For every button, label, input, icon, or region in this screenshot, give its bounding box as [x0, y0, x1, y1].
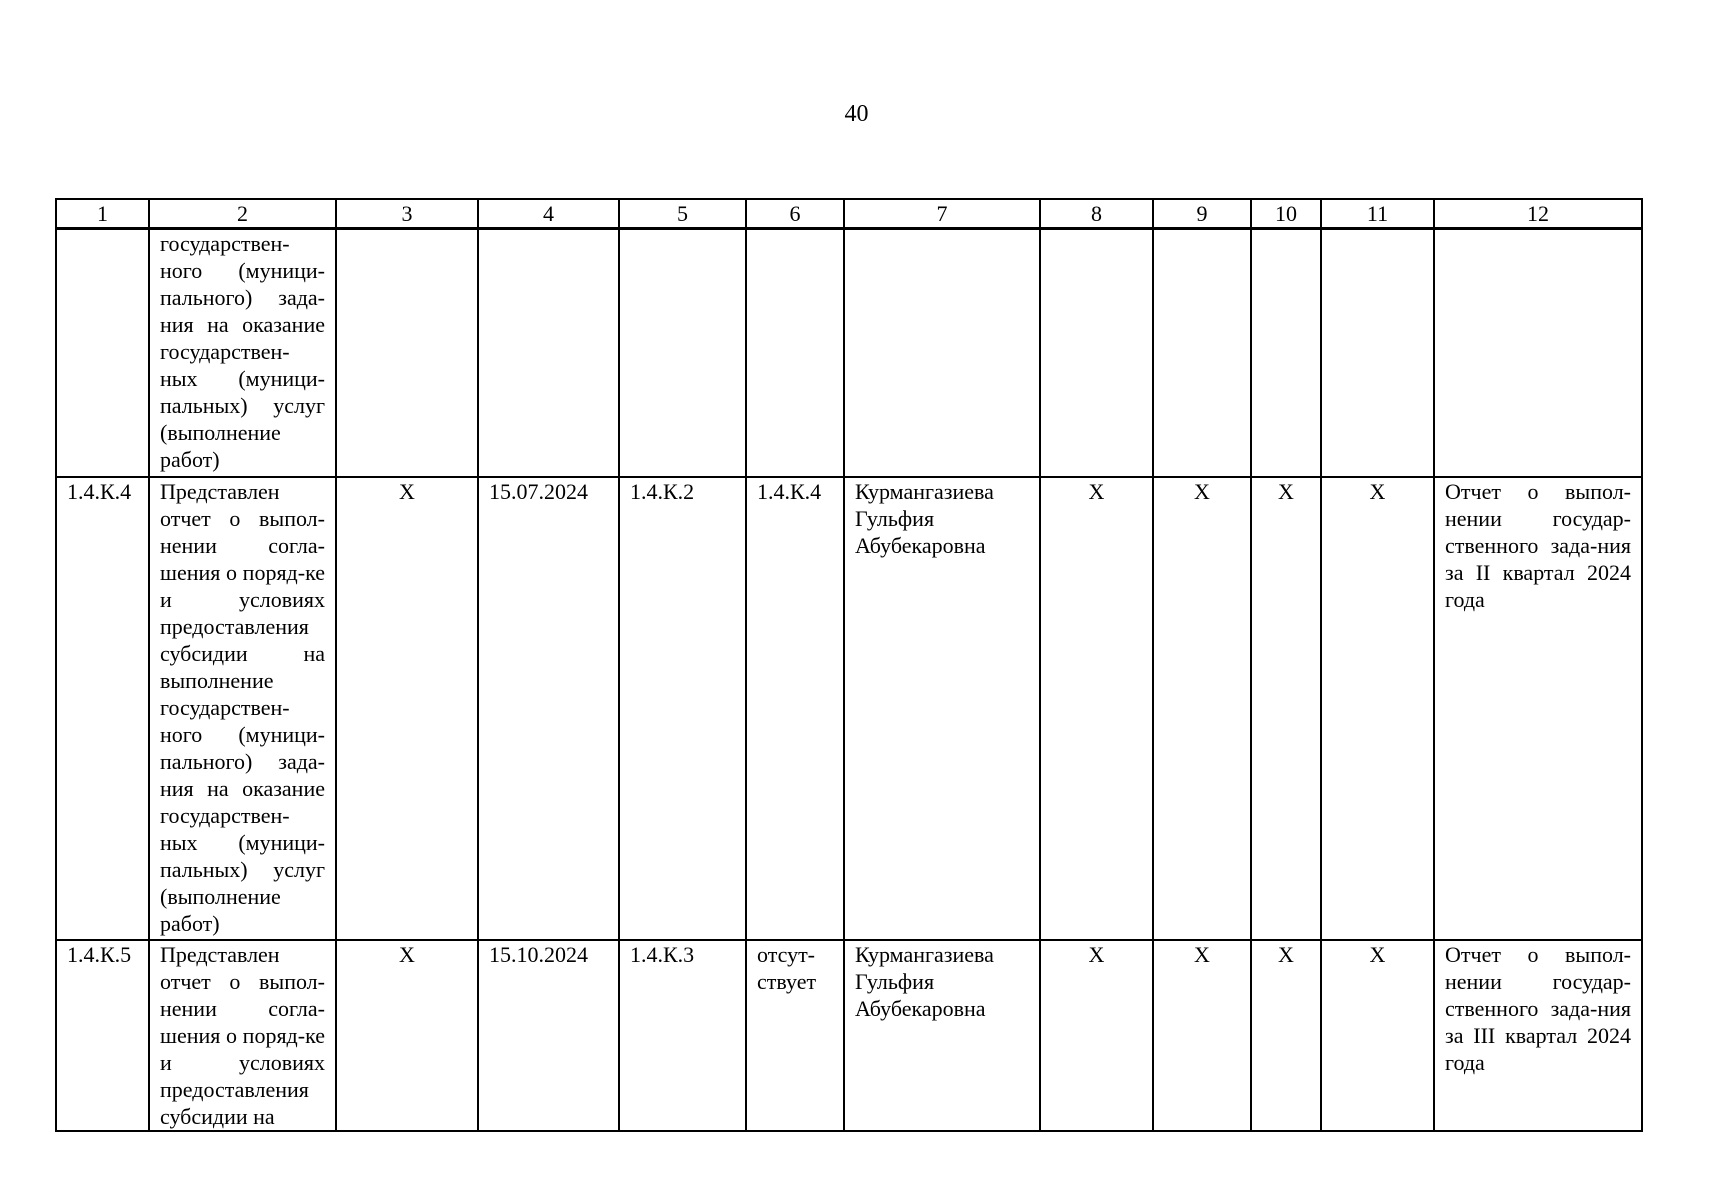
column-header-7: 7 — [844, 199, 1040, 229]
report-table — [55, 198, 1643, 1132]
cell-col10: X — [1251, 940, 1321, 1131]
cell-col6: отсут-ствует — [746, 940, 844, 1131]
column-header-6: 6 — [746, 199, 844, 229]
cell-responsible: Курмангазиева Гульфия Абубекаровна — [844, 477, 1040, 940]
cell-col5: 1.4.К.3 — [619, 940, 746, 1131]
column-header-8: 8 — [1040, 199, 1153, 229]
cell-date — [478, 229, 619, 477]
cell-description: Представлен отчет о выпол-нении согла-шения о поряд-ке и условиях предоставления субсидии на выполнение государствен-ного (муници-пального) зада-ния на оказание государствен-ных (муници-пальных) услуг (выполнение работ) — [149, 477, 336, 940]
cell-result: Отчет о выпол-нении государ-ственного зада-ния за II квартал 2024 года — [1434, 477, 1642, 940]
cell-code: 1.4.К.4 — [56, 477, 149, 940]
cell-date: 15.07.2024 — [478, 477, 619, 940]
cell-col10 — [1251, 229, 1321, 477]
column-header-5: 5 — [619, 199, 746, 229]
column-header-3: 3 — [336, 199, 478, 229]
table-row — [56, 940, 1642, 1131]
cell-col9 — [1153, 229, 1251, 477]
cell-col11: X — [1321, 477, 1434, 940]
cell-description: государствен-ного (муници-пального) зада-ния на оказание государствен-ных (муници-пальных) услуг (выполнение работ) — [149, 229, 336, 477]
column-header-9: 9 — [1153, 199, 1251, 229]
cell-code: 1.4.К.5 — [56, 940, 149, 1131]
cell-col10: X — [1251, 477, 1321, 940]
column-header-10: 10 — [1251, 199, 1321, 229]
cell-result — [1434, 229, 1642, 477]
cell-col5 — [619, 229, 746, 477]
column-header-4: 4 — [478, 199, 619, 229]
cell-col6 — [746, 229, 844, 477]
cell-col11: X — [1321, 940, 1434, 1131]
column-header-2: 2 — [149, 199, 336, 229]
cell-result: Отчет о выпол-нении государ-ственного зада-ния за III квартал 2024 года — [1434, 940, 1642, 1131]
cell-col9: X — [1153, 940, 1251, 1131]
cell-col8 — [1040, 229, 1153, 477]
cell-col6: 1.4.К.4 — [746, 477, 844, 940]
cell-description: Представлен отчет о выпол-нении согла-шения о поряд-ке и условиях предоставления субсидии на — [149, 940, 336, 1131]
column-header-1: 1 — [56, 199, 149, 229]
cell-code — [56, 229, 149, 477]
table-row — [56, 477, 1642, 940]
cell-col11 — [1321, 229, 1434, 477]
table-row — [56, 229, 1642, 477]
cell-date: 15.10.2024 — [478, 940, 619, 1131]
cell-responsible — [844, 229, 1040, 477]
column-header-12: 12 — [1434, 199, 1642, 229]
cell-col9: X — [1153, 477, 1251, 940]
cell-col3 — [336, 229, 478, 477]
cell-responsible: Курмангазиева Гульфия Абубекаровна — [844, 940, 1040, 1131]
header-row — [56, 199, 1642, 229]
cell-col3: X — [336, 940, 478, 1131]
column-header-11: 11 — [1321, 199, 1434, 229]
cell-col5: 1.4.К.2 — [619, 477, 746, 940]
page-number: 40 — [844, 101, 869, 127]
cell-col8: X — [1040, 940, 1153, 1131]
cell-col8: X — [1040, 477, 1153, 940]
cell-col3: X — [336, 477, 478, 940]
